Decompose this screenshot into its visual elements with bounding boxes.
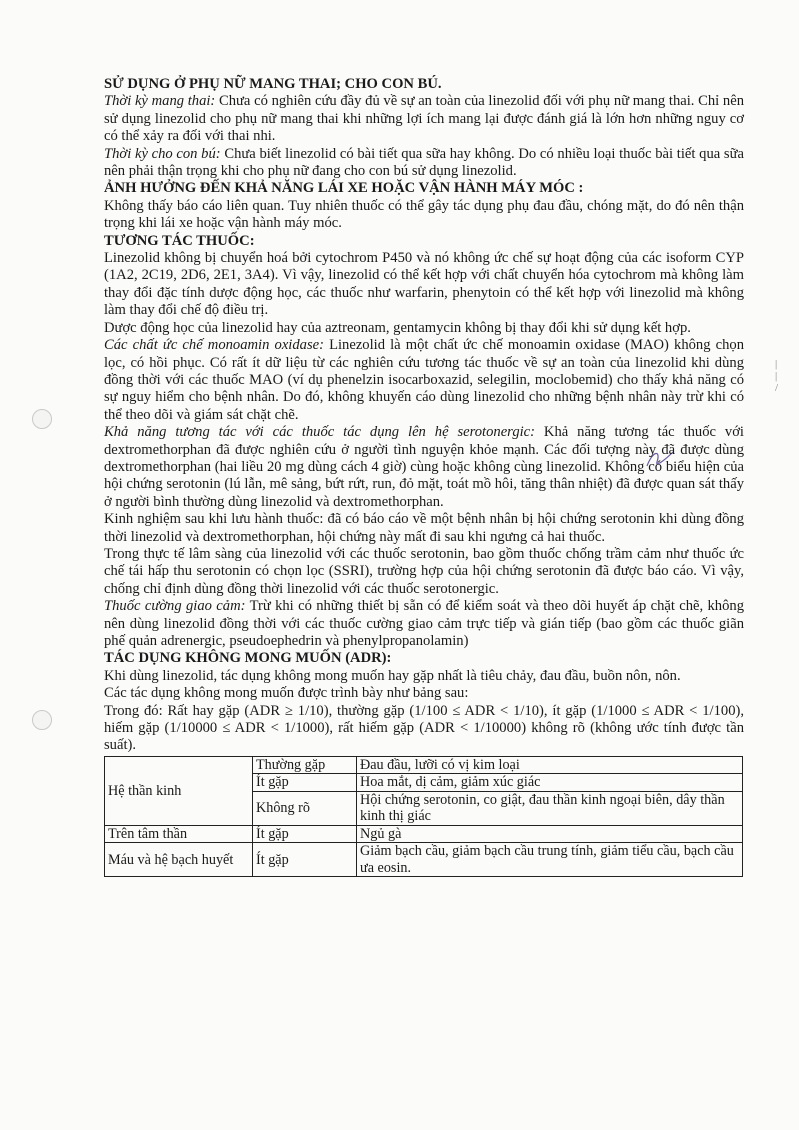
table-row [105,843,743,877]
table-row [105,825,743,843]
table-cell: Đau đầu, lưỡi có vị kim loại [357,756,743,774]
paragraph-lead: Khả năng tương tác với các thuốc tác dụng lên hệ serotonergic: [104,424,536,441]
paragraph-text: Không thấy báo cáo liên quan. Tuy nhiên thuốc có thể gây tác dụng phụ đau đầu, chóng mặt, do đó nên thận trọng khi lái xe hoặc vận hành máy móc. [104,197,744,232]
paragraph-lead: Thuốc cường giao cảm: [104,598,246,615]
paragraph [104,424,744,511]
table-row [105,756,743,774]
table-cell: Ít gặp [253,774,357,792]
margin-mark: | | / [775,358,779,394]
section-heading: ẢNH HƯỞNG ĐẾN KHẢ NĂNG LÁI XE HOẶC VẬN HÀNH MÁY MÓC : [104,180,584,197]
table-cell: Hoa mắt, dị cảm, giảm xúc giác [357,774,743,792]
paragraph-lead: Thời kỳ mang thai: [104,93,216,110]
punch-hole-top [32,409,52,429]
paragraph-text: Trừ khi có những thiết bị sẵn có để kiểm soát và theo dõi huyết áp chặt chẽ, không nên dùng linezolid đồng thời với các thuốc cường giao cảm trực tiếp và gián tiếp (bao gồm các thuốc giãn phế quản adrenergic, pseudoephedrin và phenylpropanolamin) [104,598,744,649]
paragraph [104,511,744,546]
table-cell: Trên tâm thần [105,825,253,843]
paragraph [104,198,744,233]
paragraph [104,703,744,755]
paragraph [104,93,744,145]
document-body [104,76,744,877]
table-cell: Máu và hệ bạch huyết [105,843,253,877]
paragraph-lead: Thời kỳ cho con bú: [104,145,221,162]
paragraph-text: Khả năng tương tác thuốc với dextromethorphan đã được nghiên cứu ở người tình nguyện khỏe mạnh. Các đối tượng này đã được dùng dextromethorphan (hai liều 20 mg dùng cách 4 giờ) cùng hoặc không cùng linezolid. Không có biểu hiện của hội chứng serotonin (lú lẫn, mê sảng, bứt rứt, run, đỏ mặt, toát mồ hôi, tăng thân nhiệt) đã được quan sát thấy ở người bình thường dùng linezolid và dextromethorphan. [104,424,744,510]
paragraph [104,685,744,702]
table-cell: Ít gặp [253,843,357,877]
paragraph-text: Trong đó: Rất hay gặp (ADR ≥ 1/10), thường gặp (1/100 ≤ ADR < 1/10), ít gặp (1/1000 ≤ ADR < 1/100), hiếm gặp (1/10000 ≤ ADR < 1/1000), rất hiếm gặp (ADR < 1/10000) không rõ (không ước tính được tần suất). [104,702,744,754]
paragraph-lead: Các chất ức chế monoamin oxidase: [104,337,324,354]
paragraph-text: Các tác dụng không mong muốn được trình bày như bảng sau: [104,685,469,702]
paragraph [104,668,744,685]
document-sections [104,76,744,755]
table-cell: Hội chứng serotonin, co giật, đau thần kinh ngoại biên, dây thần kinh thị giác [357,791,743,825]
table-cell: Thường gặp [253,756,357,774]
table-cell: Ngủ gà [357,825,743,843]
paragraph [104,146,744,181]
table-cell: Không rõ [253,791,357,825]
paragraph [104,250,744,320]
paragraph-text: Dược động học của linezolid hay của aztreonam, gentamycin không bị thay đổi khi sử dụng kết hợp. [104,319,691,336]
table-cell: Ít gặp [253,825,357,843]
paragraph-text: Linezolid là một chất ức chế monoamin oxidase (MAO) không chọn lọc, có hồi phục. Có rất ít dữ liệu từ các nghiên cứu tương tác thuốc về sự an toàn của linezolid khi dùng đồng thời với các thuốc MAO (ví dụ phenelzin isocarboxazid, selegilin, moclobemid) cho thấy khả năng có sự nguy hiểm cho bệnh nhân. Do đó, không khuyến cáo dùng linezolid cho những bệnh nhân này trừ khi có thể theo dõi và giám sát chặt chẽ. [104,337,744,423]
paragraph [104,320,744,337]
section-heading: TƯƠNG TÁC THUỐC: [104,232,255,249]
paragraph-text: Chưa biết linezolid có bài tiết qua sữa hay không. Do có nhiều loại thuốc bài tiết qua sữa nên phải thận trọng khi cho phụ nữ đang cho con bú sử dụng linezolid. [104,145,744,180]
table-cell: Hệ thần kinh [105,756,253,825]
table-cell: Giảm bạch cầu, giảm bạch cầu trung tính, giảm tiểu cầu, bạch cầu ưa eosin. [357,843,743,877]
section-heading: SỬ DỤNG Ở PHỤ NỮ MANG THAI; CHO CON BÚ. [104,76,442,92]
punch-hole-bottom [32,710,52,730]
section-heading: TÁC DỤNG KHÔNG MONG MUỐN (ADR): [104,650,392,667]
paragraph [104,598,744,650]
paragraph-text: Kinh nghiệm sau khi lưu hành thuốc: đã có báo cáo về một bệnh nhân bị hội chứng serotonin khi dùng đồng thời linezolid và dextromethorphan, hội chứng này mất đi sau khi ngưng cả hai thuốc. [104,511,744,545]
paragraph-text: Linezolid không bị chuyển hoá bởi cytochrom P450 và nó không ức chế sự hoạt động của các isoform CYP (1A2, 2C19, 2D6, 2E1, 3A4). Vì vậy, linezolid có thể kết hợp với chất chuyển hóa cytochrom mà không làm thay đổi đặc tính dược động học, các thuốc như warfarin, phenytoin có thể kết hợp với linezolid mà không làm thay đổi chế độ điều trị. [104,250,744,319]
paragraph-text: Chưa có nghiên cứu đầy đủ về sự an toàn của linezolid đối với phụ nữ mang thai. Chỉ nên sử dụng linezolid cho phụ nữ mang thai khi những lợi ích mang lại được đánh giá là lớn hơn những nguy cơ có thể xảy ra đối với thai nhi. [104,93,744,145]
paragraph [104,337,744,424]
paragraph-text: Khi dùng linezolid, tác dụng không mong muốn hay gặp nhất là tiêu chảy, đau đầu, buồn nôn, nôn. [104,667,681,684]
paragraph [104,546,744,598]
adr-table [104,756,743,878]
paragraph-text: Trong thực tế lâm sàng của linezolid với các thuốc serotonin, bao gồm thuốc chống trầm cảm như thuốc ức chế tái hấp thu serotonin có chọn lọc (SSRI), trường hợp của hội chứng serotonin đã được báo cáo. Vì vậy, chống chỉ định dùng đồng thời linezolid với các thuốc serotonergic. [104,545,744,597]
